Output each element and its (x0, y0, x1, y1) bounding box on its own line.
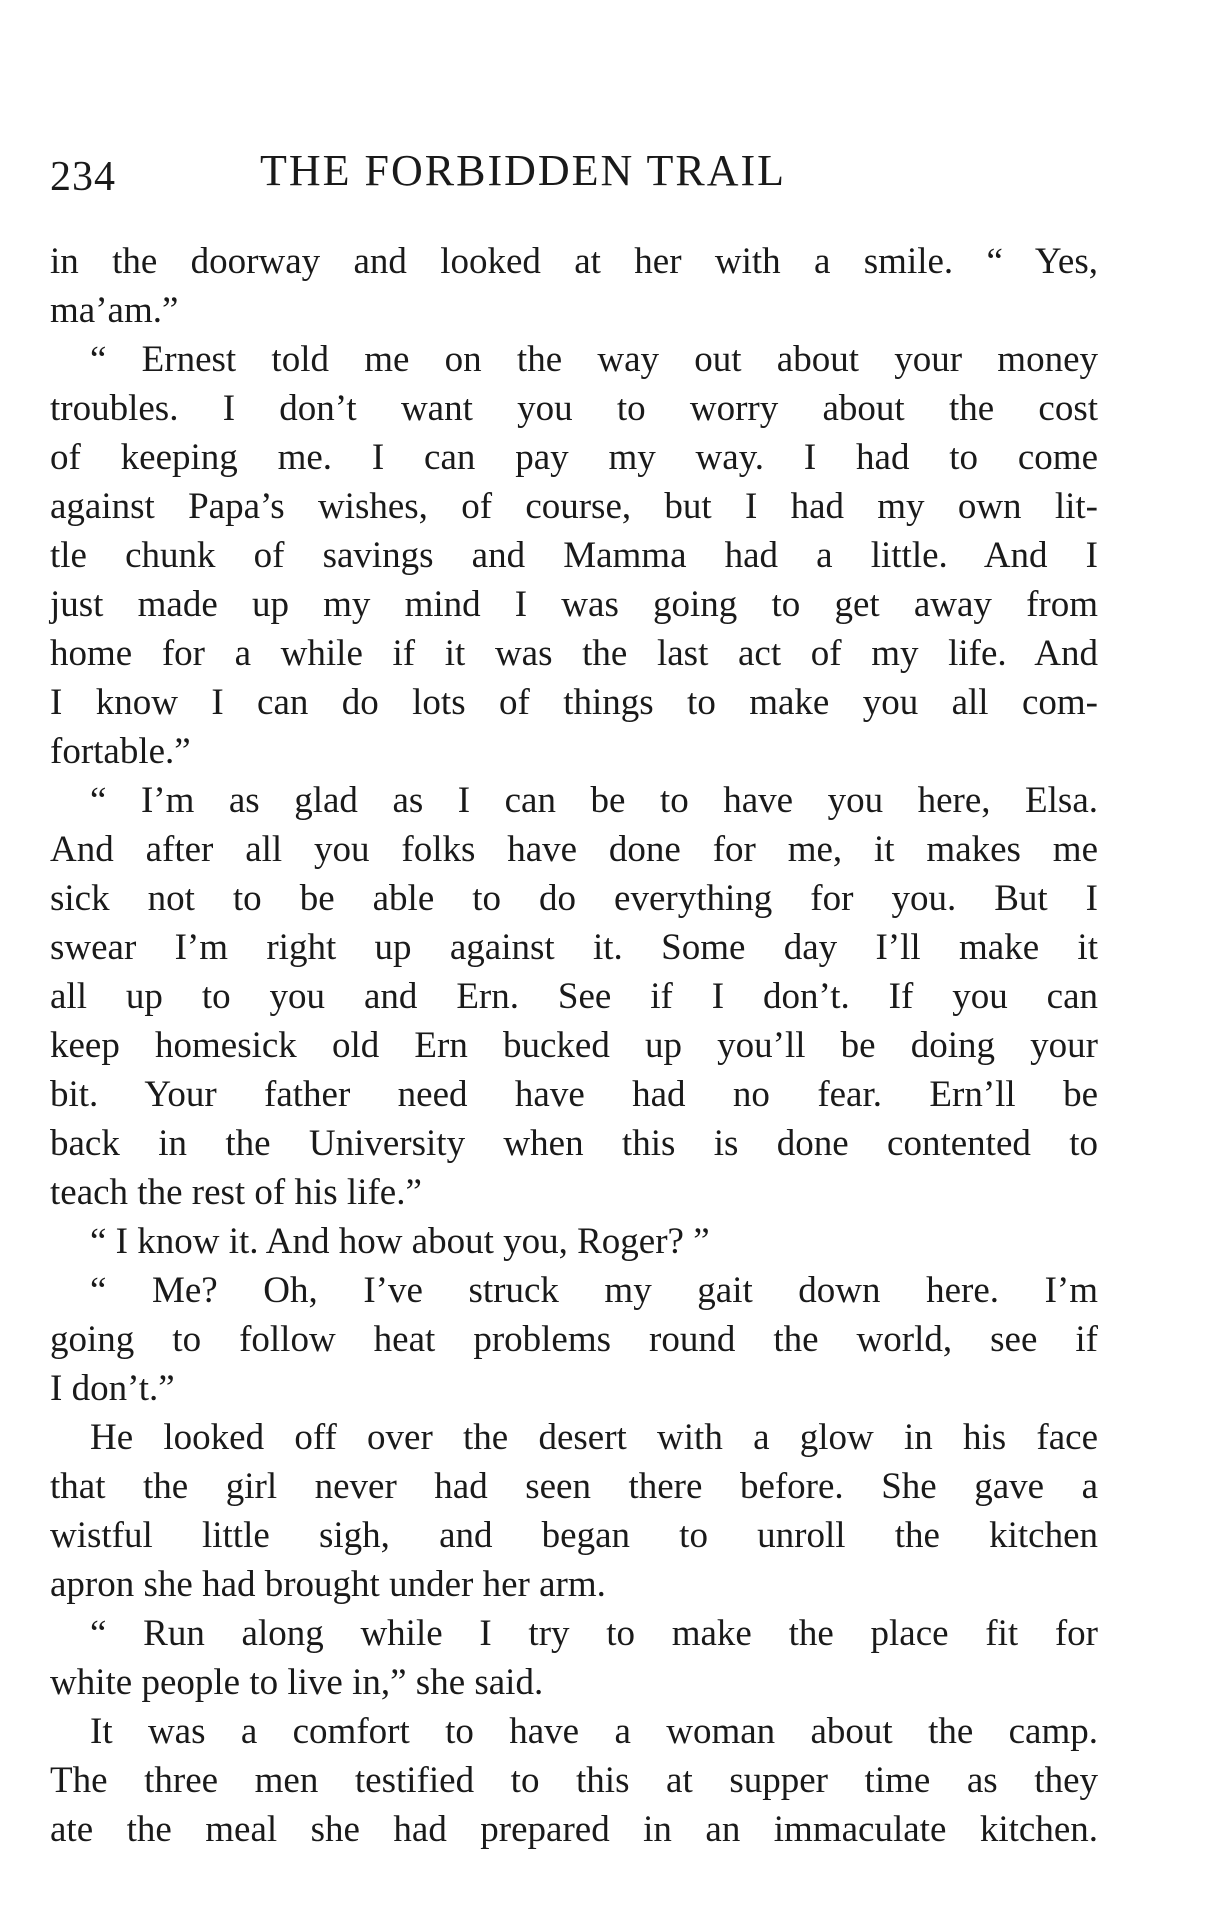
text-line: in the doorway and looked at her with a smile. “ Yes, (50, 241, 1098, 282)
paragraph-8 (50, 1707, 1098, 1854)
text-line: tle chunk of savings and Mamma had a little. And I (50, 535, 1098, 576)
text-line: “ Run along while I try to make the place fit for (90, 1613, 1098, 1654)
text-line: home for a while if it was the last act of my life. And (50, 633, 1098, 674)
paragraph-2 (50, 335, 1098, 776)
text-line: bit. Your father need have had no fear. Ern’ll be (50, 1074, 1098, 1115)
text-line: “ Ernest told me on the way out about your money (90, 339, 1098, 380)
text-line: The three men testified to this at supper time as they (50, 1760, 1098, 1801)
paragraph-7 (50, 1609, 1098, 1707)
text-line: ate the meal she had prepared in an immaculate kitchen. (50, 1809, 1098, 1850)
text-line: And after all you folks have done for me, it makes me (50, 829, 1098, 870)
text-line: “ I’m as glad as I can be to have you here, Elsa. (90, 780, 1098, 821)
paragraph-6 (50, 1413, 1098, 1609)
text-line: “ Me? Oh, I’ve struck my gait down here. I’m (90, 1270, 1098, 1311)
page-header (50, 145, 1090, 215)
text-line: teach the rest of his life.” (50, 1172, 422, 1213)
text-line: white people to live in,” she said. (50, 1662, 544, 1703)
text-line: I know I can do lots of things to make you all com- (50, 682, 1098, 723)
text-line: that the girl never had seen there before. She gave a (50, 1466, 1098, 1507)
text-line: sick not to be able to do everything for you. But I (50, 878, 1098, 919)
text-line: He looked off over the desert with a glow in his face (90, 1417, 1098, 1458)
text-line: fortable.” (50, 731, 191, 772)
text-line: I don’t.” (50, 1368, 175, 1409)
text-line: all up to you and Ern. See if I don’t. If you can (50, 976, 1098, 1017)
text-line: ma’am.” (50, 290, 179, 331)
paragraph-4 (50, 1217, 1098, 1266)
text-line: against Papa’s wishes, of course, but I had my own lit- (50, 486, 1098, 527)
paragraph-5 (50, 1266, 1098, 1413)
text-line: apron she had brought under her arm. (50, 1564, 606, 1605)
text-line: troubles. I don’t want you to worry about the cost (50, 388, 1098, 429)
text-line: keep homesick old Ern bucked up you’ll be doing your (50, 1025, 1098, 1066)
running-title: THE FORBIDDEN TRAIL (260, 146, 787, 195)
text-line: wistful little sigh, and began to unroll the kitchen (50, 1515, 1098, 1556)
text-line: “ I know it. And how about you, Roger? ” (90, 1221, 710, 1262)
text-line: It was a comfort to have a woman about the camp. (90, 1711, 1098, 1752)
text-line: going to follow heat problems round the world, see if (50, 1319, 1098, 1360)
body-text (50, 237, 1098, 1854)
text-line: swear I’m right up against it. Some day I’ll make it (50, 927, 1098, 968)
text-line: of keeping me. I can pay my way. I had to come (50, 437, 1098, 478)
paragraph-1 (50, 237, 1098, 335)
text-line: just made up my mind I was going to get away from (50, 584, 1098, 625)
paragraph-3 (50, 776, 1098, 1217)
page-number: 234 (50, 154, 116, 200)
text-line: back in the University when this is done contented to (50, 1123, 1098, 1164)
